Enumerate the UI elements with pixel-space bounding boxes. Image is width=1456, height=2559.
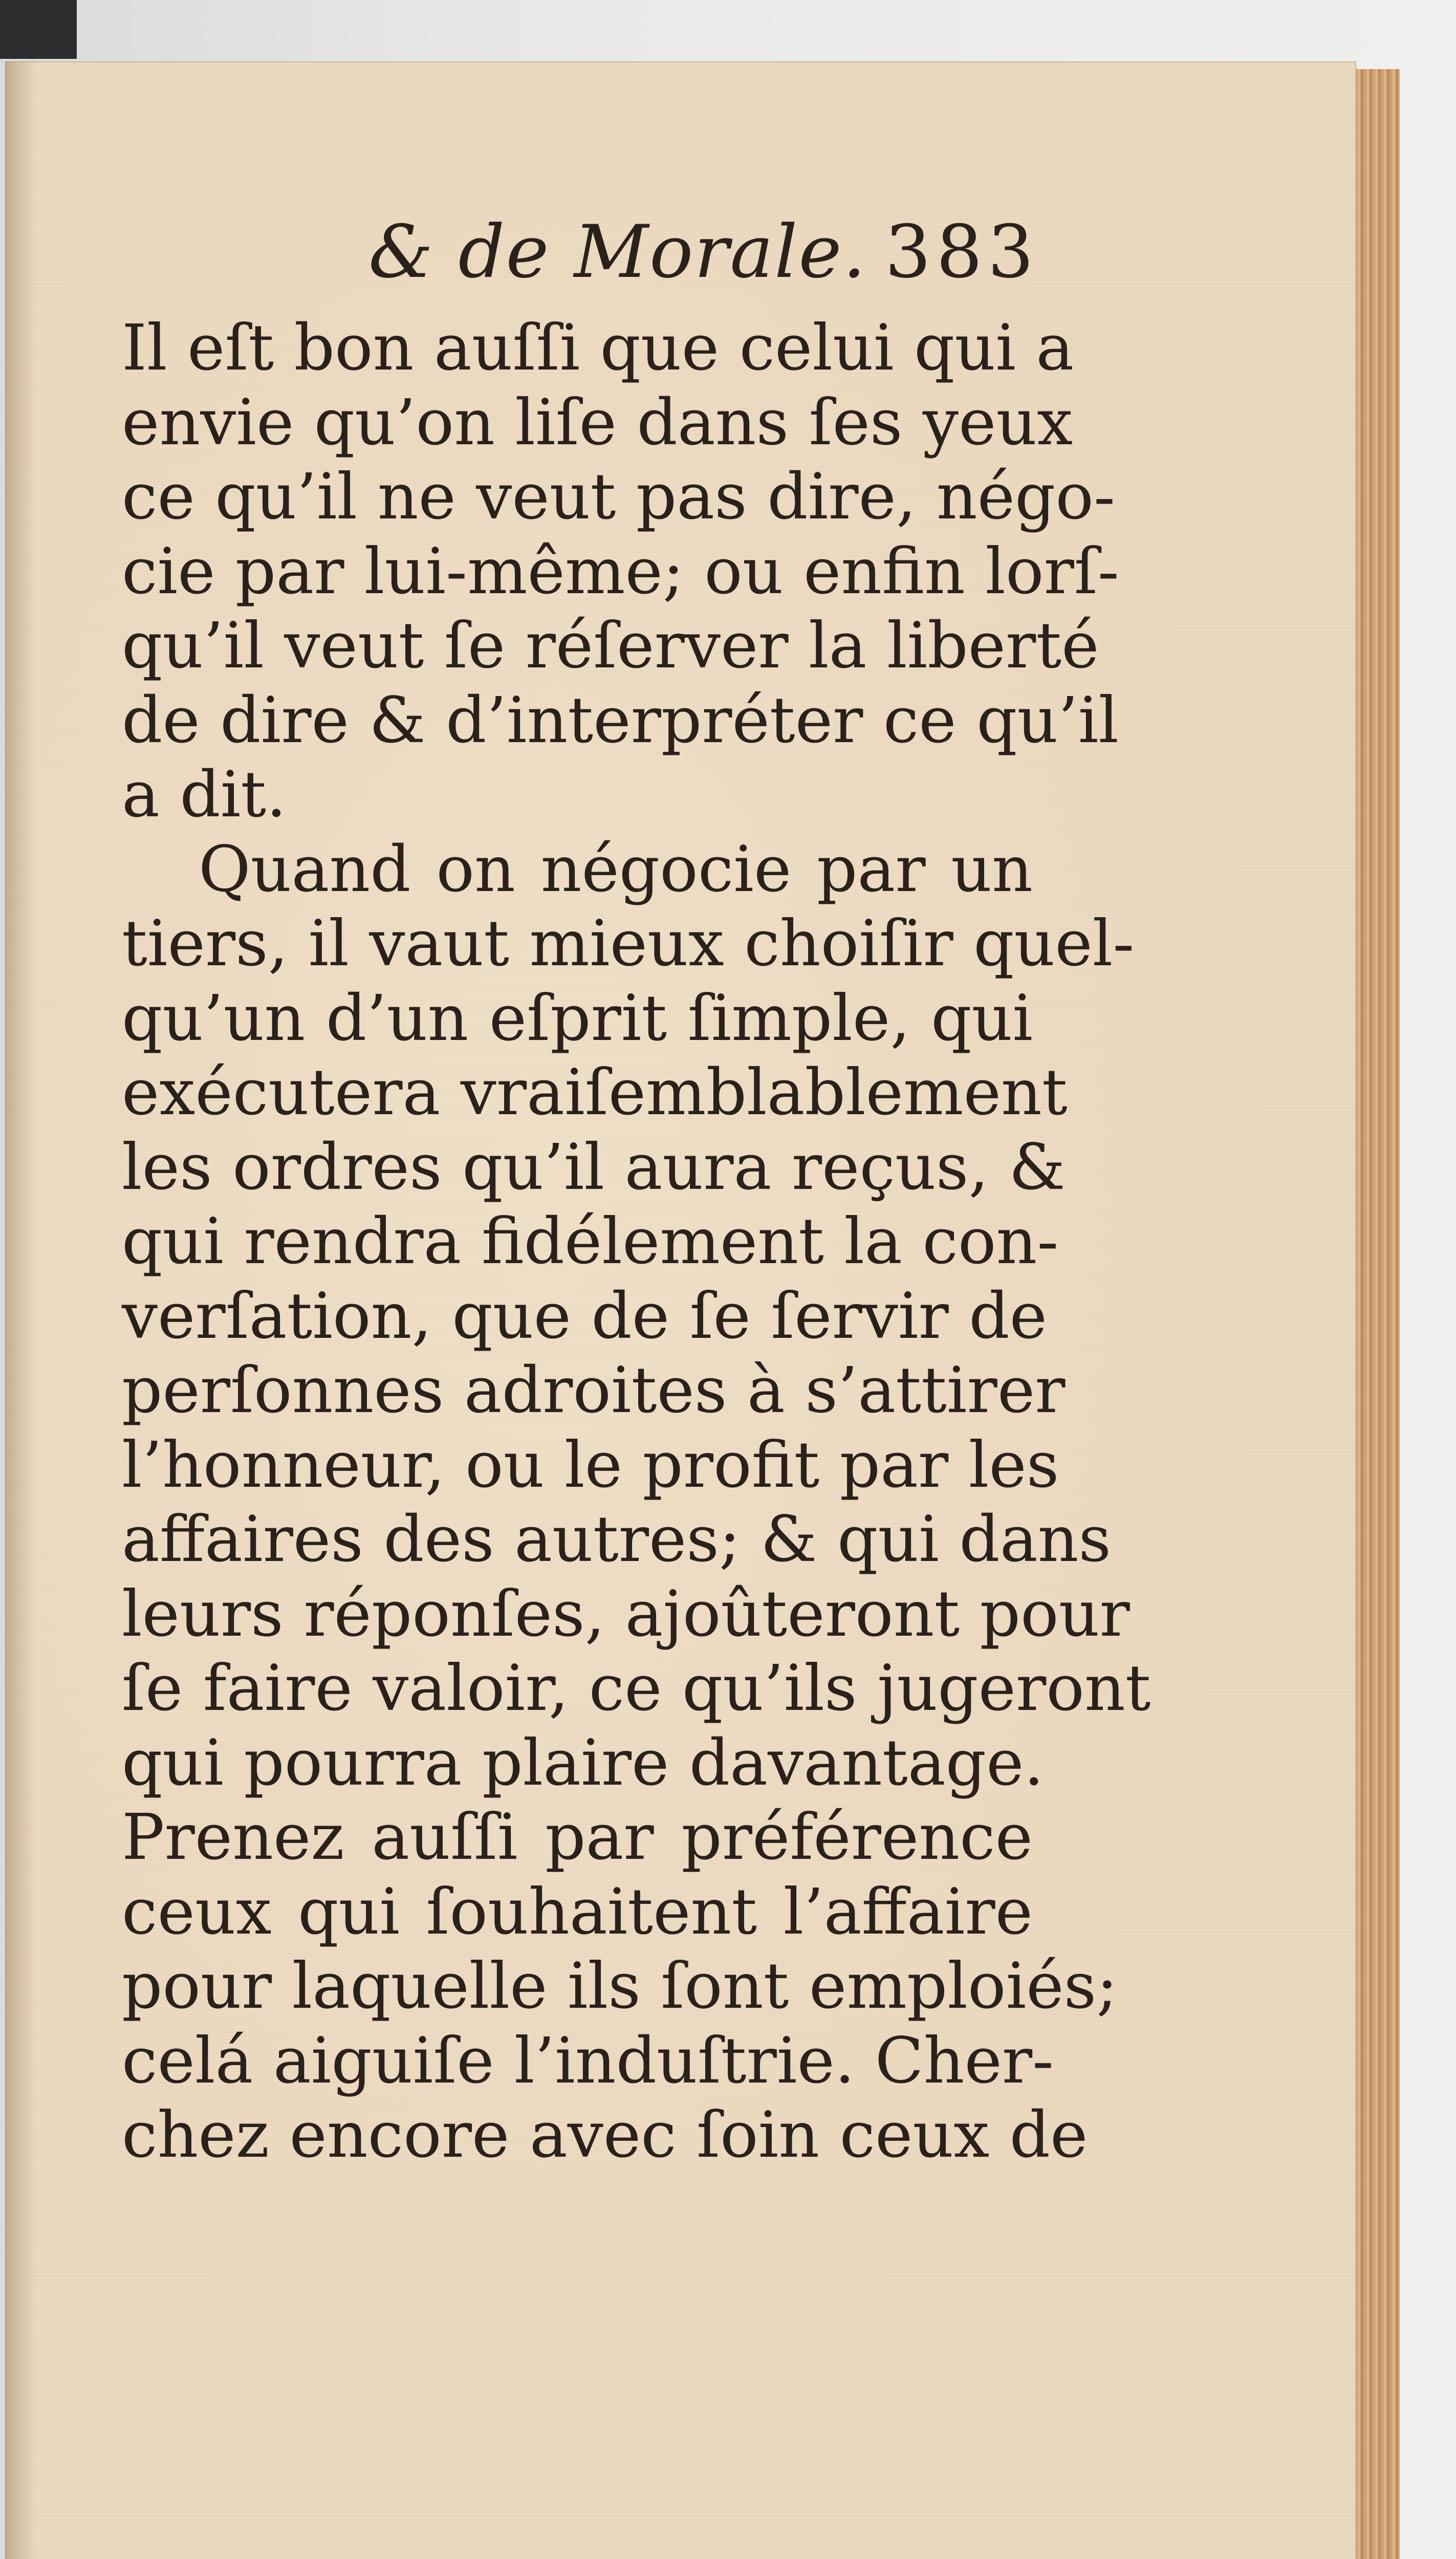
- text-line: qui pourra plaire davantage.: [122, 1726, 1044, 1800]
- text-line: envie qu’on liſe dans ſes yeux: [122, 385, 1073, 460]
- page-fore-edge: [1356, 69, 1400, 2559]
- text-line: pour laquelle ils ſont emploiés;: [122, 1949, 1118, 2023]
- text-line: qui rendra fidélement la con-: [122, 1205, 1059, 1278]
- text-line: qu’il veut ſe réſerver la liberté: [122, 609, 1099, 683]
- text-line: chez encore avec ſoin ceux de: [122, 2098, 1088, 2172]
- binding-spine-top: [0, 0, 77, 59]
- text-line: Quand on négocie par un: [199, 832, 1033, 906]
- text-line: Il eſt bon auſſi que celui qui a: [122, 311, 1074, 385]
- text-line: les ordres qu’il aura reçus, &: [122, 1130, 1066, 1204]
- text-line: celá aiguiſe l’induſtrie. Cher-: [122, 2024, 1054, 2098]
- text-line: ce qu’il ne veut pas dire, négo-: [122, 460, 1115, 534]
- text-line: cie par lui-même; ou enfin lorſ-: [122, 534, 1119, 609]
- text-line: a dit.: [122, 758, 287, 832]
- page-number: 383: [884, 210, 1039, 294]
- text-line: verſation, que de ſe ſervir de: [122, 1279, 1047, 1353]
- gutter-shadow: [5, 61, 36, 2559]
- text-line: l’honneur, ou le profit par les: [122, 1428, 1059, 1502]
- body-text: [122, 311, 1151, 2173]
- text-line: tiers, il vaut mieux choiſir quel-: [122, 907, 1135, 981]
- text-line: exécutera vraiſemblablement: [122, 1056, 1068, 1130]
- text-line: affaires des autres; & qui dans: [122, 1503, 1112, 1576]
- text-line: qu’un d’un eſprit ſimple, qui: [122, 981, 1033, 1055]
- text-line: leurs réponſes, ajoûteront pour: [122, 1577, 1130, 1651]
- running-head-title: & de Morale.: [368, 210, 867, 294]
- text-line: Prenez auſſi par préférence: [122, 1801, 1033, 1874]
- text-line: ceux qui ſouhaitent l’affaire: [122, 1875, 1033, 1949]
- running-head: [368, 210, 1039, 307]
- text-line: perſonnes adroites à s’attirer: [122, 1354, 1066, 1427]
- text-line: ſe faire valoir, ce qu’ils jugeront: [122, 1652, 1151, 1725]
- text-line: de dire & d’interpréter ce qu’il: [122, 683, 1119, 757]
